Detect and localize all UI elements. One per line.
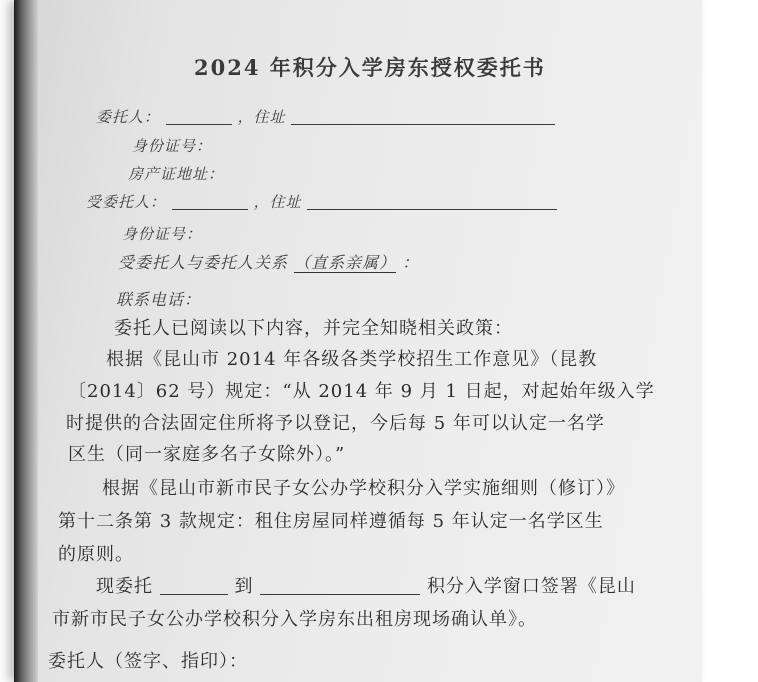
para1-line2: 〔2014〕62 号）规定：“从 2014 年 9 月 1 日起，对起始年级入学 [68,381,655,402]
agent-address-label: ，住址 [253,193,302,211]
para1-line4: 区生（同一家庭多名子女除外）。” [68,444,346,465]
principal-address-label: ，住址 [237,108,286,126]
principal-address-blank [291,124,555,125]
document-sheet [14,0,702,682]
para2-line3: 的原则。 [58,544,134,565]
phone-label: 联系电话： [116,290,202,309]
binder-edge [14,0,38,682]
principal-label: 委托人： [96,108,161,126]
destination-blank [260,594,420,595]
para1-line1: 根据《昆山市 2014 年各级各类学校招生工作意见》（昆教 [106,349,598,370]
entrusted-person-blank [160,594,228,595]
para2-line1: 根据《昆山市新市民子女公办学校积分入学实施细则（修订）》 [102,478,625,499]
window-text: 积分入学窗口签署《昆山 [426,576,636,597]
principal-blank [166,124,232,125]
agent-address-blank [307,209,557,210]
id-number-label-2: 身份证号： [122,225,203,243]
agent-blank [172,209,248,210]
para2-line2: 第十二条第 3 款规定：租住房屋同样遵循每 5 年认定一名学区生 [58,511,604,532]
property-address-label: 房产证地址： [128,165,225,183]
entrust-text: 现委托 [96,576,153,597]
document-title: 2024 年积分入学房东授权委托书 [194,55,546,80]
principal-row [96,106,555,127]
para1-line3: 时提供的合法固定住所将予以登记，今后每 5 年可以认定一名学 [66,413,605,434]
to-text: 到 [234,576,254,597]
relation-row [118,250,419,273]
para3-line1 [96,572,636,598]
signature-label: 委托人（签字、指印）： [48,651,248,672]
relation-colon: ： [402,253,420,272]
id-number-label-1: 身份证号： [132,137,213,155]
relation-value: （直系亲属） [294,253,397,272]
relation-label: 受委托人与委托人关系 [118,253,289,272]
para3-line2: 市新市民子女公办学校积分入学房东出租房现场确认单》。 [52,609,537,630]
agent-row [86,191,557,212]
intro-text: 委托人已阅读以下内容，并完全知晓相关政策： [114,318,513,339]
agent-label: 受委托人： [86,193,167,211]
